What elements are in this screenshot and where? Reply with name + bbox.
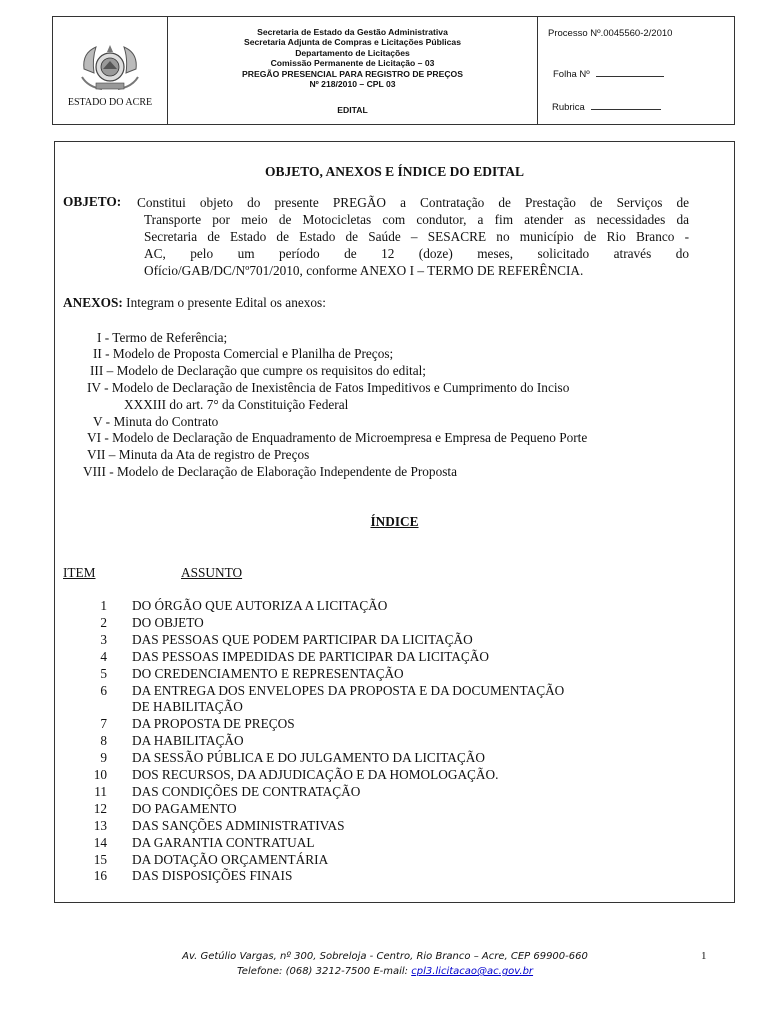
anexo-item: V - Minuta do Contrato [93, 414, 219, 429]
indice-item-text: DAS PESSOAS QUE PODEM PARTICIPAR DA LICITAÇÃO [132, 631, 473, 647]
indice-item-text: DAS CONDIÇÕES DE CONTRATAÇÃO [132, 783, 361, 799]
indice-item-number: 12 [93, 800, 107, 816]
indice-item-text: DA ENTREGA DOS ENVELOPES DA PROPOSTA E DA DOCUMENTAÇÃO [132, 682, 565, 698]
objeto-paragraph [137, 194, 689, 279]
indice-item-number: 4 [100, 648, 107, 664]
anexos-intro [63, 295, 326, 311]
rubrica-field [552, 100, 661, 113]
indice-item-number: 10 [93, 767, 107, 782]
indice-item-number: 8 [100, 733, 107, 749]
folha-label: Folha Nº [553, 69, 590, 80]
indice-item-number: 3 [100, 631, 107, 647]
anexo-item: VII – Minuta da Ata de registro de Preços [87, 447, 310, 462]
indice-item-number: 1 [100, 598, 107, 613]
agency-line: PREGÃO PRESENCIAL PARA REGISTRO DE PREÇOS [242, 68, 463, 79]
indice-item-text: DAS SANÇÕES ADMINISTRATIVAS [132, 817, 345, 833]
col-header-item: ITEM [63, 565, 96, 580]
agency-line: Comissão Permanente de Licitação – 03 [270, 58, 435, 69]
indice-item-text: DAS PESSOAS IMPEDIDAS DE PARTICIPAR DA LICITAÇÃO [132, 648, 489, 664]
indice-item-number: 11 [94, 783, 107, 799]
indice-item-text: DA GARANTIA CONTRATUAL [132, 834, 315, 850]
anexo-item: III – Modelo de Declaração que cumpre os requisitos do edital; [90, 363, 426, 378]
objeto-label: OBJETO: [63, 194, 122, 209]
anexos-label: ANEXOS: [63, 295, 123, 310]
objeto-line: AC, pelo um período de 12 (doze) meses, solicitado através do [144, 246, 689, 261]
document-header [52, 16, 735, 125]
anexos-text: Integram o presente Edital os anexos: [122, 295, 326, 310]
anexo-item: IV - Modelo de Declaração de Inexistência de Fatos Impeditivos e Cumprimento do Inciso [87, 380, 570, 395]
anexo-item: VIII - Modelo de Declaração de Elaboração Independente de Proposta [83, 464, 457, 479]
process-number: Processo Nº.0045560-2/2010 [548, 28, 673, 39]
edital-label: EDITAL [337, 105, 368, 115]
indice-item-text: DA HABILITAÇÃO [132, 733, 244, 749]
indice-item-text: DO CREDENCIAMENTO E REPRESENTAÇÃO [132, 665, 404, 681]
col-header-assunto: ASSUNTO [181, 565, 243, 580]
indice-item-text: DAS DISPOSIÇÕES FINAIS [132, 868, 293, 884]
agency-line: Secretaria de Estado da Gestão Administrativa [257, 27, 448, 37]
indice-title: ÍNDICE [370, 514, 419, 529]
indice-item-text: DA PROPOSTA DE PREÇOS [132, 716, 295, 732]
acre-coat-of-arms-icon [78, 39, 142, 95]
indice-item-text: DOS RECURSOS, DA ADJUDICAÇÃO E DA HOMOLOGAÇÃO. [132, 767, 499, 782]
indice-item-text: DA SESSÃO PÚBLICA E DO JULGAMENTO DA LICITAÇÃO [132, 750, 485, 766]
rubrica-label: Rubrica [552, 102, 585, 113]
indice-item-number: 6 [100, 682, 107, 698]
header-logo-cell [53, 17, 168, 124]
indice-item-number: 9 [100, 750, 107, 766]
objeto-line: Ofício/GAB/DC/Nº701/2010, conforme ANEXO I – TERMO DE REFERÊNCIA. [144, 263, 584, 278]
indice-item-number: 7 [100, 716, 107, 732]
objeto-line: Secretaria de Estado de Estado de Saúde – SESACRE no município de Rio Branco - [144, 229, 689, 244]
footer-email-link[interactable]: cpl3.licitacao@ac.gov.br [411, 966, 534, 977]
indice-item-number: 2 [100, 614, 107, 630]
indice-item-number: 15 [93, 851, 107, 867]
folha-blank [596, 67, 664, 77]
objeto-line: Transporte por meio de Motocicletas com condutor, a fim atender as necessidades da [144, 212, 689, 227]
rubrica-blank [591, 100, 661, 110]
indice-item-text: DE HABILITAÇÃO [132, 699, 243, 715]
objeto-line: Constitui objeto do presente PREGÃO a Contratação de Prestação de Serviços de [137, 195, 689, 210]
agency-line: Secretaria Adjunta de Compras e Licitações Públicas [244, 37, 461, 48]
anexo-item: II - Modelo de Proposta Comercial e Planilha de Preços; [93, 346, 394, 361]
indice-item-text: DO OBJETO [132, 614, 204, 630]
state-name: ESTADO DO ACRE [67, 97, 153, 108]
indice-item-number: 16 [93, 868, 107, 884]
page-number: 1 [701, 950, 707, 962]
indice-item-number: 14 [93, 834, 107, 850]
indice-item-number: 5 [100, 665, 107, 681]
anexo-item: VI - Modelo de Declaração de Enquadramento de Microempresa e Empresa de Pequeno Porte [87, 430, 588, 445]
page-title: OBJETO, ANEXOS E ÍNDICE DO EDITAL [264, 164, 525, 179]
anexo-item: XXXIII do art. 7° da Constituição Federal [124, 397, 349, 412]
footer-address: Av. Getúlio Vargas, nº 300, Sobreloja - Centro, Rio Branco – Acre, CEP 69900-660 [182, 951, 588, 962]
header-process-block [538, 17, 734, 124]
page-footer [0, 949, 770, 979]
indice-item-number: 13 [93, 817, 107, 833]
folha-field [553, 67, 664, 80]
footer-phone: Telefone: (068) 3212-7500 E-mail: [236, 966, 409, 977]
edital-content-box [54, 141, 735, 903]
indice-item-text: DO ÓRGÃO QUE AUTORIZA A LICITAÇÃO [132, 598, 388, 613]
agency-line: Departamento de Licitações [295, 47, 410, 58]
header-agency-block [168, 17, 538, 124]
anexo-item: I - Termo de Referência; [97, 330, 228, 345]
indice-item-text: DO PAGAMENTO [132, 800, 237, 816]
footer-contact [0, 964, 770, 979]
agency-line: Nº 218/2010 – CPL 03 [309, 79, 396, 90]
indice-item-text: DA DOTAÇÃO ORÇAMENTÁRIA [132, 851, 329, 867]
